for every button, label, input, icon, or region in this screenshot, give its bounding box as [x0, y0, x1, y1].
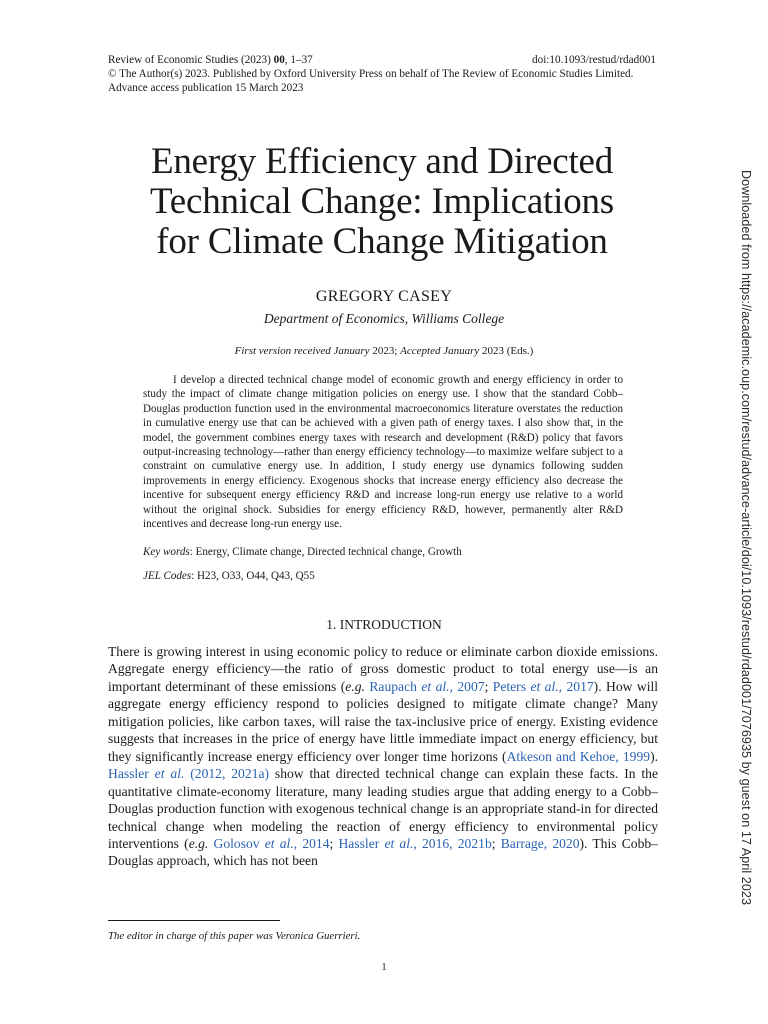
title-line: Technical Change: Implications [149, 181, 615, 222]
header-row [108, 53, 656, 67]
title-line: Energy Efficiency and Directed [150, 141, 614, 182]
introduction-paragraph [108, 643, 658, 870]
body-text: There is growing interest in using economic policy to reduce or eliminate carbon dioxide emissions. Aggregate energy efficiency—the ratio of gross domestic product to total energy use—is an important determinant of these emissions ( [108, 644, 658, 694]
footnote: The editor in charge of this paper was Veronica Guerrieri. [108, 930, 361, 942]
body-text: ; [329, 835, 339, 851]
citation-link[interactable]: Atkeson and Kehoe, 1999 [506, 748, 651, 764]
body-text: ; [491, 835, 501, 851]
author-name: GREGORY CASEY [315, 288, 453, 305]
body-text: ). How will aggregate energy efficiency respond to policies designed to mitigate climate change? Many mitigation policies, like carbon taxes, will raise the tax-inclusive price of energy. Existing evidence suggests that increases in the price of energy have little immediate impact on energy efficiency, but they significantly increase energy efficiency over longer time horizons ( [108, 678, 659, 764]
copyright-notice: © The Author(s) 2023. Published by Oxford University Press on behalf of The Review of Economic Studies Limited. [108, 68, 634, 80]
citation-link[interactable]: Hassler et al. (2012, 2021a) [108, 766, 270, 782]
journal-header [108, 53, 656, 95]
abstract [143, 373, 623, 531]
body-text: ). This Cobb–Douglas approach, which has not been [108, 835, 658, 869]
citation-link[interactable]: Peters et al., 2017 [492, 678, 594, 694]
received-dates [0, 345, 768, 357]
keywords-text: : Energy, Climate change, Directed technical change, Growth [189, 546, 462, 558]
jel-label: JEL Codes [143, 570, 192, 582]
body-text: ; [484, 678, 493, 694]
body-text: show that directed technical change can explain these facts. In the quantitative climate-economy literature, many leading studies argue that adding energy to a Cobb–Douglas production function with exogenous technical change is an appropriate stand-in for directed technical change when modeling the reaction of energy efficiency to environmental policy interventions ( [108, 766, 659, 851]
journal-volume: 00 [273, 54, 285, 66]
journal-pages: , 1–37 [284, 54, 313, 66]
body-text: e.g. [188, 835, 209, 851]
download-watermark: Downloaded from https://academic.oup.com/restud/advance-article/doi/10.1093/restud/rdad001/7076935 by guest on 17 April 2023 [739, 170, 753, 906]
journal-name: Review of Economic Studies (2023) [108, 54, 274, 66]
jel-text: : H23, O33, O44, Q43, Q55 [191, 570, 315, 582]
body-text: ). [650, 748, 658, 764]
section-heading: 1. INTRODUCTION [326, 617, 442, 632]
accepted-label: Accepted January [400, 345, 480, 357]
footnote-divider [108, 920, 280, 921]
journal-citation [108, 53, 313, 67]
first-version-year: 2023; [369, 345, 401, 357]
accepted-year: 2023 (Eds.) [479, 345, 534, 357]
advance-access-note: Advance access publication 15 March 2023 [108, 82, 304, 94]
abstract-text: I develop a directed technical change model of economic growth and energy efficiency in order to study the impact of climate change mitigation policies on energy use. I show that the standard Cobb–Douglas production function used in the environmental macroeconomics literature overstates the reduction in cumulative energy use that can be achieved with a given path of energy taxes. I also show that, in the model, the government combines energy taxes with research and development (R&D) policy that favors output-increasing technology—rather than energy efficiency technology—to maximize welfare subject to a constraint on cumulative energy use. In addition, I study energy use dynamics following sudden improvements in energy efficiency. Exogenous shocks that increase energy efficiency also decrease the incentive for subsequent energy efficiency R&D and increase long-run energy use relative to a world without the original shock. Subsidies for energy efficiency R&D, however, permanently alter R&D incentives and decrease long-run energy use. [143, 374, 623, 531]
title-line: for Climate Change Mitigation [156, 221, 608, 262]
introduction-body [108, 643, 658, 870]
citation-link[interactable]: Barrage, 2020 [500, 835, 580, 851]
jel-codes [143, 569, 623, 583]
paper-title [90, 142, 674, 262]
citation-link[interactable]: Golosov et al., 2014 [208, 835, 330, 851]
citation-link[interactable]: Hassler et al., 2016, 2021b [338, 835, 492, 851]
page-number: 1 [381, 962, 387, 973]
keywords [143, 545, 623, 559]
first-version-label: First version received January [234, 345, 370, 357]
body-text: e.g. [345, 678, 365, 694]
citation-link[interactable]: Raupach et al., 2007 [364, 678, 485, 694]
keywords-label: Key words [143, 546, 190, 558]
doi-link[interactable]: doi:10.1093/restud/rdad001 [532, 54, 656, 66]
author-affiliation: Department of Economics, Williams College [263, 311, 505, 326]
